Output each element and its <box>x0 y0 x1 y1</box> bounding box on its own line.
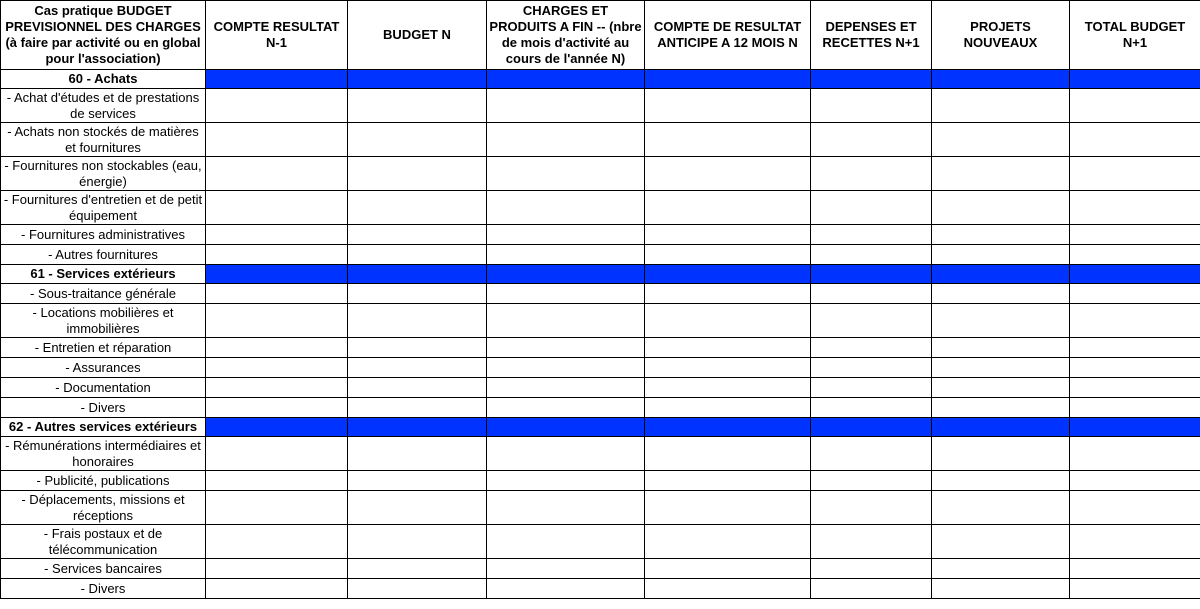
value-cell[interactable] <box>645 559 811 579</box>
value-cell[interactable] <box>1070 245 1200 265</box>
header-budget-n: BUDGET N <box>348 1 487 70</box>
row-label: - Autres fournitures <box>1 245 206 265</box>
section-fill-cell[interactable] <box>645 418 811 437</box>
value-cell[interactable] <box>645 338 811 358</box>
section-fill-cell[interactable] <box>206 265 348 284</box>
value-cell[interactable] <box>487 225 645 245</box>
value-cell[interactable] <box>487 398 645 418</box>
value-cell[interactable] <box>932 437 1070 471</box>
value-cell[interactable] <box>645 284 811 304</box>
value-cell[interactable] <box>206 284 348 304</box>
value-cell[interactable] <box>348 471 487 491</box>
value-cell[interactable] <box>487 304 645 338</box>
value-cell[interactable] <box>206 398 348 418</box>
header-depenses-recettes: DEPENSES ET RECETTES N+1 <box>811 1 932 70</box>
table-row <box>1 225 1200 245</box>
table-row <box>1 89 1200 123</box>
row-label: - Documentation <box>1 378 206 398</box>
row-label: - Divers <box>1 398 206 418</box>
value-cell[interactable] <box>932 225 1070 245</box>
value-cell[interactable] <box>811 338 932 358</box>
value-cell[interactable] <box>487 245 645 265</box>
value-cell[interactable] <box>206 579 348 599</box>
value-cell[interactable] <box>348 491 487 525</box>
section-fill-cell[interactable] <box>932 265 1070 284</box>
value-cell[interactable] <box>206 304 348 338</box>
row-label: - Locations mobilières et immobilières <box>1 304 206 338</box>
table-row <box>1 157 1200 191</box>
header-cas-pratique: Cas pratique BUDGET PREVISIONNEL DES CHARGES (à faire par activité ou en global pour l'association) <box>1 1 206 70</box>
value-cell[interactable] <box>932 358 1070 378</box>
header-charges-produits-fin: CHARGES ET PRODUITS A FIN -- (nbre de mois d'activité au cours de l'année N) <box>487 1 645 70</box>
value-cell[interactable] <box>1070 123 1200 157</box>
table-row <box>1 123 1200 157</box>
row-label: - Fournitures non stockables (eau, énergie) <box>1 157 206 191</box>
section-title: 61 - Services extérieurs <box>1 265 206 284</box>
row-label: - Services bancaires <box>1 559 206 579</box>
value-cell[interactable] <box>348 284 487 304</box>
value-cell[interactable] <box>348 378 487 398</box>
section-fill-cell[interactable] <box>811 70 932 89</box>
value-cell[interactable] <box>811 284 932 304</box>
section-fill-cell[interactable] <box>811 265 932 284</box>
value-cell[interactable] <box>645 398 811 418</box>
section-fill-cell[interactable] <box>1070 265 1200 284</box>
header-projets-nouveaux: PROJETS NOUVEAUX <box>932 1 1070 70</box>
section-fill-cell[interactable] <box>487 418 645 437</box>
value-cell[interactable] <box>1070 157 1200 191</box>
value-cell[interactable] <box>487 191 645 225</box>
header-compte-resultat-anticipe: COMPTE DE RESULTAT ANTICIPE A 12 MOIS N <box>645 1 811 70</box>
section-fill-cell[interactable] <box>206 70 348 89</box>
table-row <box>1 378 1200 398</box>
value-cell[interactable] <box>487 491 645 525</box>
section-fill-cell[interactable] <box>206 418 348 437</box>
section-row <box>1 418 1200 437</box>
value-cell[interactable] <box>1070 437 1200 471</box>
row-label: - Achats non stockés de matières et fournitures <box>1 123 206 157</box>
section-fill-cell[interactable] <box>348 265 487 284</box>
row-label: - Assurances <box>1 358 206 378</box>
section-fill-cell[interactable] <box>487 265 645 284</box>
value-cell[interactable] <box>487 525 645 559</box>
value-cell[interactable] <box>348 89 487 123</box>
row-label: - Fournitures d'entretien et de petit équipement <box>1 191 206 225</box>
table-row <box>1 471 1200 491</box>
value-cell[interactable] <box>932 378 1070 398</box>
value-cell[interactable] <box>645 304 811 338</box>
value-cell[interactable] <box>487 471 645 491</box>
value-cell[interactable] <box>932 245 1070 265</box>
value-cell[interactable] <box>206 559 348 579</box>
row-label: - Achat d'études et de prestations de services <box>1 89 206 123</box>
section-row <box>1 70 1200 89</box>
row-label: - Frais postaux et de télécommunication <box>1 525 206 559</box>
value-cell[interactable] <box>811 491 932 525</box>
value-cell[interactable] <box>1070 559 1200 579</box>
table-row <box>1 338 1200 358</box>
value-cell[interactable] <box>811 191 932 225</box>
value-cell[interactable] <box>206 471 348 491</box>
value-cell[interactable] <box>645 225 811 245</box>
value-cell[interactable] <box>348 338 487 358</box>
section-fill-cell[interactable] <box>348 418 487 437</box>
row-label: - Déplacements, missions et réceptions <box>1 491 206 525</box>
value-cell[interactable] <box>811 525 932 559</box>
row-label: - Sous-traitance générale <box>1 284 206 304</box>
table-row <box>1 579 1200 599</box>
value-cell[interactable] <box>932 304 1070 338</box>
value-cell[interactable] <box>348 191 487 225</box>
value-cell[interactable] <box>645 378 811 398</box>
value-cell[interactable] <box>932 157 1070 191</box>
value-cell[interactable] <box>487 157 645 191</box>
value-cell[interactable] <box>206 123 348 157</box>
value-cell[interactable] <box>348 304 487 338</box>
section-fill-cell[interactable] <box>811 418 932 437</box>
value-cell[interactable] <box>645 89 811 123</box>
value-cell[interactable] <box>1070 225 1200 245</box>
value-cell[interactable] <box>487 358 645 378</box>
value-cell[interactable] <box>811 559 932 579</box>
table-row <box>1 559 1200 579</box>
value-cell[interactable] <box>932 471 1070 491</box>
value-cell[interactable] <box>206 525 348 559</box>
value-cell[interactable] <box>348 525 487 559</box>
value-cell[interactable] <box>1070 579 1200 599</box>
section-fill-cell[interactable] <box>932 418 1070 437</box>
table-row <box>1 358 1200 378</box>
value-cell[interactable] <box>932 491 1070 525</box>
row-label: - Rémunérations intermédiaires et honoraires <box>1 437 206 471</box>
value-cell[interactable] <box>206 378 348 398</box>
value-cell[interactable] <box>487 123 645 157</box>
value-cell[interactable] <box>1070 89 1200 123</box>
value-cell[interactable] <box>348 123 487 157</box>
table-row <box>1 245 1200 265</box>
value-cell[interactable] <box>487 89 645 123</box>
section-fill-cell[interactable] <box>645 70 811 89</box>
value-cell[interactable] <box>348 559 487 579</box>
value-cell[interactable] <box>206 491 348 525</box>
value-cell[interactable] <box>811 304 932 338</box>
value-cell[interactable] <box>348 398 487 418</box>
value-cell[interactable] <box>206 191 348 225</box>
row-label: - Divers <box>1 579 206 599</box>
value-cell[interactable] <box>932 338 1070 358</box>
value-cell[interactable] <box>487 378 645 398</box>
value-cell[interactable] <box>645 491 811 525</box>
value-cell[interactable] <box>811 378 932 398</box>
table-row <box>1 491 1200 525</box>
header-row <box>1 1 1200 70</box>
value-cell[interactable] <box>1070 338 1200 358</box>
header-compte-resultat-n-1: COMPTE RESULTAT N-1 <box>206 1 348 70</box>
value-cell[interactable] <box>645 579 811 599</box>
value-cell[interactable] <box>932 284 1070 304</box>
value-cell[interactable] <box>932 579 1070 599</box>
header-total-budget: TOTAL BUDGET N+1 <box>1070 1 1200 70</box>
value-cell[interactable] <box>811 89 932 123</box>
value-cell[interactable] <box>811 225 932 245</box>
value-cell[interactable] <box>206 245 348 265</box>
value-cell[interactable] <box>1070 398 1200 418</box>
value-cell[interactable] <box>487 338 645 358</box>
row-label: - Fournitures administratives <box>1 225 206 245</box>
section-fill-cell[interactable] <box>932 70 1070 89</box>
table-row <box>1 284 1200 304</box>
section-fill-cell[interactable] <box>487 70 645 89</box>
value-cell[interactable] <box>206 358 348 378</box>
value-cell[interactable] <box>1070 358 1200 378</box>
table-row <box>1 437 1200 471</box>
value-cell[interactable] <box>645 358 811 378</box>
value-cell[interactable] <box>932 123 1070 157</box>
value-cell[interactable] <box>206 157 348 191</box>
value-cell[interactable] <box>932 191 1070 225</box>
table-row <box>1 304 1200 338</box>
value-cell[interactable] <box>348 245 487 265</box>
table-row <box>1 525 1200 559</box>
section-title: 62 - Autres services extérieurs <box>1 418 206 437</box>
value-cell[interactable] <box>206 437 348 471</box>
value-cell[interactable] <box>487 437 645 471</box>
value-cell[interactable] <box>348 579 487 599</box>
section-fill-cell[interactable] <box>1070 418 1200 437</box>
value-cell[interactable] <box>645 191 811 225</box>
value-cell[interactable] <box>1070 284 1200 304</box>
value-cell[interactable] <box>932 89 1070 123</box>
value-cell[interactable] <box>811 579 932 599</box>
table-row <box>1 191 1200 225</box>
value-cell[interactable] <box>811 123 932 157</box>
value-cell[interactable] <box>206 338 348 358</box>
value-cell[interactable] <box>811 157 932 191</box>
section-fill-cell[interactable] <box>645 265 811 284</box>
value-cell[interactable] <box>811 471 932 491</box>
value-cell[interactable] <box>645 471 811 491</box>
value-cell[interactable] <box>811 245 932 265</box>
value-cell[interactable] <box>1070 491 1200 525</box>
value-cell[interactable] <box>811 398 932 418</box>
value-cell[interactable] <box>348 437 487 471</box>
value-cell[interactable] <box>811 437 932 471</box>
section-fill-cell[interactable] <box>1070 70 1200 89</box>
value-cell[interactable] <box>645 245 811 265</box>
value-cell[interactable] <box>932 525 1070 559</box>
value-cell[interactable] <box>487 284 645 304</box>
row-label: - Publicité, publications <box>1 471 206 491</box>
value-cell[interactable] <box>206 225 348 245</box>
table-row <box>1 398 1200 418</box>
value-cell[interactable] <box>645 437 811 471</box>
value-cell[interactable] <box>1070 525 1200 559</box>
value-cell[interactable] <box>932 398 1070 418</box>
value-cell[interactable] <box>348 157 487 191</box>
section-fill-cell[interactable] <box>348 70 487 89</box>
value-cell[interactable] <box>645 123 811 157</box>
value-cell[interactable] <box>348 358 487 378</box>
value-cell[interactable] <box>1070 304 1200 338</box>
value-cell[interactable] <box>348 225 487 245</box>
value-cell[interactable] <box>811 358 932 378</box>
value-cell[interactable] <box>1070 378 1200 398</box>
value-cell[interactable] <box>645 525 811 559</box>
value-cell[interactable] <box>932 559 1070 579</box>
value-cell[interactable] <box>487 579 645 599</box>
value-cell[interactable] <box>206 89 348 123</box>
value-cell[interactable] <box>1070 471 1200 491</box>
value-cell[interactable] <box>487 559 645 579</box>
value-cell[interactable] <box>1070 191 1200 225</box>
value-cell[interactable] <box>645 157 811 191</box>
section-row <box>1 265 1200 284</box>
section-title: 60 - Achats <box>1 70 206 89</box>
row-label: - Entretien et réparation <box>1 338 206 358</box>
